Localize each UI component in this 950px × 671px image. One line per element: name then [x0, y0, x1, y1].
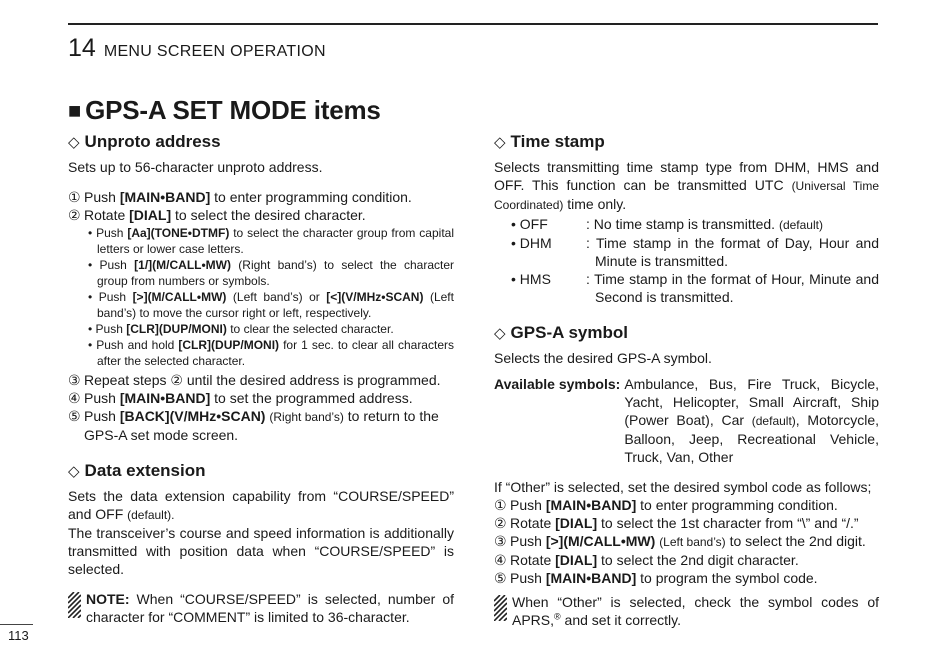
step-text: Push: [84, 408, 120, 424]
bullet-text: • Push: [88, 226, 128, 240]
para-text: time only.: [563, 196, 627, 212]
symbol-step-3: [494, 532, 879, 551]
step-text: Rotate: [510, 552, 556, 568]
chapter-number: 14: [68, 34, 96, 62]
note-hatch-icon: [494, 595, 507, 621]
time-stamp-heading: [494, 131, 879, 154]
step-number: ②: [494, 515, 507, 531]
note-hatch-icon: [68, 592, 81, 618]
bullet-text: • Push: [88, 258, 135, 272]
symbol-step-4: [494, 551, 879, 569]
symbol-step-2: [494, 514, 879, 532]
symbol-step-5: [494, 569, 879, 587]
step-number: ⑤: [68, 408, 81, 424]
bullet-item: [88, 225, 454, 257]
step-number: ④: [494, 552, 507, 568]
section-title-text: GPS-A SET MODE items: [85, 95, 381, 125]
bullet-text: for 1 sec. to clear all characters after the selected character.: [97, 338, 454, 368]
step-text: Push: [510, 533, 546, 549]
unproto-sub-bullets: [88, 225, 454, 369]
unproto-desc: Sets up to 56-character unproto address.: [68, 159, 323, 175]
default-note: (default): [751, 414, 796, 428]
key-label: [1/](M/CALL•MW): [134, 258, 231, 272]
other-intro: If “Other” is selected, set the desired symbol code as follows;: [494, 479, 872, 495]
symbol-title: GPS-A symbol: [510, 323, 628, 342]
section-title: [68, 95, 381, 126]
left-column: [68, 131, 454, 626]
note-body: When “Other” is selected, check the symbol codes of APRS,: [512, 594, 879, 628]
symbol-desc: Selects the desired GPS-A symbol.: [494, 350, 712, 366]
option-key: • HMS: [511, 271, 551, 287]
bullet-text: • Push: [88, 322, 127, 336]
unproto-step-1: [68, 188, 454, 206]
step-text: to return to the GPS-A set mode screen.: [84, 408, 439, 443]
para-note: (Universal Time Coordinated): [494, 179, 879, 212]
bullet-text: (Left band’s) to move the cursor right or left, respectively.: [97, 290, 454, 320]
step-number: ③: [494, 533, 507, 549]
step-text: to enter programming condition.: [210, 189, 412, 205]
page-number: 113: [8, 628, 29, 643]
time-stamp-options: [494, 215, 879, 306]
diamond-icon: ◇: [68, 463, 80, 480]
page-number-rule: [0, 624, 33, 625]
time-stamp-title: Time stamp: [510, 132, 605, 151]
data-ext-title: Data extension: [84, 461, 206, 480]
data-ext-heading: [68, 460, 454, 483]
symbol-heading: [494, 322, 879, 345]
key-label: [MAIN•BAND]: [545, 570, 637, 586]
note-body: and set it correctly.: [560, 612, 681, 628]
para-text: Selects transmitting time stamp type from DHM, HMS and OFF. This function can be transmitted UTC: [494, 159, 879, 193]
unproto-title: Unproto address: [84, 132, 221, 151]
option-key: • DHM: [511, 235, 552, 251]
key-label: [MAIN•BAND]: [119, 189, 211, 205]
bullet-text: • Push: [88, 290, 133, 304]
right-column: [494, 131, 879, 629]
step-number: ①: [68, 189, 81, 205]
step-number: ③: [68, 372, 81, 388]
bullet-text: to clear the selected character.: [226, 322, 394, 336]
bullet-text: to select the character group from capital letters or lower case letters.: [97, 226, 454, 256]
step-note: (Right band’s): [269, 410, 344, 424]
option-desc: : No time stamp is transmitted.: [586, 216, 779, 232]
step-text: Push: [84, 189, 120, 205]
option-row-hms: [494, 270, 879, 306]
option-value: [586, 215, 879, 234]
note-body: When “COURSE/SPEED” is selected, number of character for “COMMENT” is limited to 36-character.: [86, 591, 454, 625]
note-text: [512, 593, 879, 629]
diamond-icon: ◇: [494, 134, 506, 151]
available-label: Available symbols:: [494, 376, 621, 392]
step-number: ②: [68, 207, 81, 223]
option-key: • OFF: [511, 216, 548, 232]
step-note: (Left band’s): [659, 535, 726, 549]
unproto-step-3: [68, 371, 454, 389]
default-note: (default).: [127, 508, 175, 522]
bullet-text: (Left band’s) or: [226, 290, 327, 304]
key-label: [Aa](TONE•DTMF): [127, 226, 230, 240]
chapter-header: [68, 34, 326, 63]
key-label: [DIAL]: [129, 207, 172, 223]
step-text: Push: [510, 570, 546, 586]
data-ext-desc: [68, 487, 454, 524]
option-row-off: [494, 215, 879, 234]
key-label: [MAIN•BAND]: [545, 497, 637, 513]
step-text: Push: [84, 390, 120, 406]
default-note: (default): [778, 218, 823, 232]
section-square-icon: ■: [68, 98, 82, 123]
key-label: [>](M/CALL•MW): [132, 290, 227, 304]
step-text: to select the 2nd digit character.: [597, 552, 799, 568]
diamond-icon: ◇: [68, 134, 80, 151]
para-text: Sets the data extension capability from “COURSE/SPEED” and OFF: [68, 488, 454, 522]
bullet-text: (Right band’s) to select the character group from numbers or symbols.: [97, 258, 454, 288]
step-text: to program the symbol code.: [636, 570, 818, 586]
key-label: [DIAL]: [555, 552, 598, 568]
step-text: Repeat steps ② until the desired address is programmed.: [84, 372, 441, 388]
option-row-dhm: [494, 234, 879, 270]
time-stamp-desc: [494, 158, 879, 214]
bullet-text: • Push and hold: [88, 338, 179, 352]
list-text: Ambulance, Bus, Fire Truck, Bicycle, Yacht, Helicopter, Small Aircraft, Ship (Power Boat), Car: [624, 376, 879, 428]
step-number: ⑤: [494, 570, 507, 586]
list-text: , Motorcycle, Balloon, Jeep, Recreational Vehicle, Truck, Van, Other: [624, 412, 879, 465]
data-ext-desc-2: The transceiver’s course and speed information is additionally transmitted with position data when “COURSE/SPEED” is selected.: [68, 525, 454, 577]
step-number: ④: [68, 390, 81, 406]
note-text: [86, 590, 454, 626]
bullet-item: [88, 289, 454, 321]
available-symbols: [494, 375, 879, 466]
data-ext-note: [68, 590, 454, 626]
option-value: : Time stamp in the format of Hour, Minute and Second is transmitted.: [586, 271, 879, 305]
note-label: NOTE:: [86, 591, 130, 607]
bullet-item: [88, 257, 454, 289]
key-label: [MAIN•BAND]: [119, 390, 211, 406]
unproto-heading: [68, 131, 454, 154]
step-text: Push: [510, 497, 546, 513]
step-text: to select the desired character.: [171, 207, 366, 223]
unproto-step-5: [68, 407, 454, 444]
bullet-item: [88, 337, 454, 369]
key-label: [CLR](DUP/MONI): [178, 338, 280, 352]
option-value: : Time stamp in the format of Day, Hour and Minute is transmitted.: [586, 235, 879, 269]
step-text: to select the 1st character from “\” and “/.”: [597, 515, 859, 531]
unproto-step-4: [68, 389, 454, 407]
registered-mark: ®: [554, 611, 561, 622]
key-label: [DIAL]: [555, 515, 598, 531]
key-label: [CLR](DUP/MONI): [126, 322, 227, 336]
step-text: to set the programmed address.: [210, 390, 413, 406]
symbol-note: [494, 593, 879, 629]
unproto-step-2: [68, 206, 454, 224]
key-label: [<](V/MHz•SCAN): [326, 290, 424, 304]
top-rule: [68, 23, 878, 25]
step-text: to enter programming condition.: [636, 497, 838, 513]
symbol-step-1: [494, 496, 879, 514]
chapter-title: MENU SCREEN OPERATION: [103, 43, 326, 60]
diamond-icon: ◇: [494, 325, 506, 342]
key-label: [>](M/CALL•MW): [545, 533, 656, 549]
step-text: Rotate: [510, 515, 556, 531]
bullet-item: [88, 321, 454, 337]
available-list: [624, 375, 879, 466]
key-label: [BACK](V/MHz•SCAN): [119, 408, 266, 424]
step-text: Rotate: [84, 207, 130, 223]
step-number: ①: [494, 497, 507, 513]
step-text: to select the 2nd digit.: [725, 533, 866, 549]
